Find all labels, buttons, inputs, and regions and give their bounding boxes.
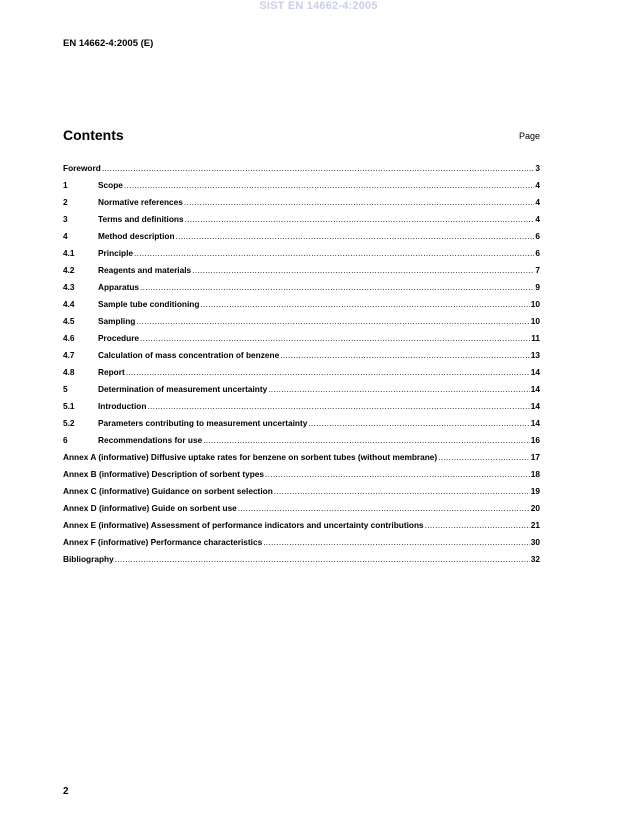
toc-entry-page: 3	[535, 163, 540, 173]
toc-entry-number: 4.5	[63, 316, 75, 326]
toc-entry[interactable]	[63, 537, 540, 554]
toc-dot-leader	[203, 435, 530, 445]
toc-dot-leader	[126, 367, 530, 377]
toc-entry-title: Determination of measurement uncertainty	[98, 384, 268, 394]
toc-entry-title: Annex E (informative) Assessment of performance indicators and uncertainty contributions	[63, 520, 424, 530]
toc-entry-title: Annex D (informative) Guide on sorbent use	[63, 503, 237, 513]
toc-entry-title: Principle	[98, 248, 134, 258]
toc-entry-page: 19	[530, 486, 540, 496]
toc-dot-leader	[102, 163, 535, 173]
toc-entry[interactable]	[63, 299, 540, 316]
toc-entry-title: Normative references	[98, 197, 183, 207]
watermark: SIST EN 14662-4:2005	[259, 0, 378, 12]
toc-entry-page: 20	[530, 503, 540, 513]
toc-entry-number: 4.3	[63, 282, 75, 292]
page-number: 2	[63, 786, 69, 797]
table-of-contents	[63, 163, 540, 571]
toc-dot-leader	[265, 469, 530, 479]
toc-entry-number: 3	[63, 214, 68, 224]
toc-entry[interactable]	[63, 350, 540, 367]
toc-dot-leader	[184, 197, 535, 207]
toc-dot-leader	[124, 180, 534, 190]
toc-entry[interactable]	[63, 163, 540, 180]
toc-entry[interactable]	[63, 316, 540, 333]
toc-entry-page: 18	[530, 469, 540, 479]
toc-entry[interactable]	[63, 384, 540, 401]
page-column-label: Page	[518, 131, 540, 141]
toc-dot-leader	[115, 554, 530, 564]
toc-dot-leader	[140, 282, 534, 292]
toc-entry-page: 6	[535, 231, 540, 241]
toc-entry-page: 32	[530, 554, 540, 564]
toc-dot-leader	[140, 333, 530, 343]
toc-entry-title: Annex B (informative) Description of sorbent types	[63, 469, 264, 479]
toc-entry-title: Apparatus	[98, 282, 140, 292]
toc-dot-leader	[134, 248, 534, 258]
toc-entry[interactable]	[63, 486, 540, 503]
toc-entry-title: Annex A (informative) Diffusive uptake rates for benzene on sorbent tubes (without membrane)	[63, 452, 438, 462]
toc-entry-title: Sampling	[98, 316, 136, 326]
toc-dot-leader	[238, 503, 530, 513]
toc-entry[interactable]	[63, 367, 540, 384]
toc-entry[interactable]	[63, 180, 540, 197]
toc-entry[interactable]	[63, 333, 540, 350]
toc-entry-page: 4	[535, 214, 540, 224]
toc-dot-leader	[438, 452, 530, 462]
toc-dot-leader	[176, 231, 535, 241]
toc-entry-title: Foreword	[63, 163, 101, 173]
toc-entry-title: Bibliography	[63, 554, 114, 564]
toc-entry-title: Sample tube conditioning	[98, 299, 200, 309]
toc-entry-page: 9	[535, 282, 540, 292]
contents-title: Contents	[63, 127, 124, 143]
toc-entry[interactable]	[63, 520, 540, 537]
toc-dot-leader	[280, 350, 530, 360]
toc-entry-number: 5.1	[63, 401, 75, 411]
toc-entry-page: 7	[535, 265, 540, 275]
toc-entry-page: 16	[530, 435, 540, 445]
toc-dot-leader	[147, 401, 529, 411]
toc-entry-number: 4	[63, 231, 68, 241]
toc-entry-page: 14	[530, 401, 540, 411]
toc-entry-page: 4	[535, 197, 540, 207]
toc-entry-number: 5	[63, 384, 68, 394]
toc-entry-page: 11	[531, 333, 540, 343]
toc-entry-title: Scope	[98, 180, 123, 190]
toc-entry-page: 21	[530, 520, 540, 530]
toc-entry[interactable]	[63, 418, 540, 435]
toc-entry-title: Recommendations for use	[98, 435, 203, 445]
toc-entry-page: 14	[530, 418, 540, 428]
toc-dot-leader	[192, 265, 534, 275]
toc-entry-page: 4	[535, 180, 540, 190]
toc-entry-number: 4.6	[63, 333, 75, 343]
toc-entry-title: Procedure	[98, 333, 140, 343]
toc-entry-page: 6	[535, 248, 540, 258]
toc-entry[interactable]	[63, 435, 540, 452]
toc-entry-number: 4.1	[63, 248, 75, 258]
toc-entry-title: Calculation of mass concentration of benzene	[98, 350, 280, 360]
toc-entry-title: Terms and definitions	[98, 214, 184, 224]
toc-entry[interactable]	[63, 452, 540, 469]
toc-entry[interactable]	[63, 503, 540, 520]
toc-entry[interactable]	[63, 469, 540, 486]
toc-entry-number: 2	[63, 197, 68, 207]
toc-entry[interactable]	[63, 197, 540, 214]
toc-entry-number: 5.2	[63, 418, 75, 428]
toc-entry[interactable]	[63, 231, 540, 248]
toc-entry-page: 14	[530, 367, 540, 377]
toc-entry-number: 6	[63, 435, 68, 445]
toc-entry-number: 4.4	[63, 299, 75, 309]
toc-entry-title: Method description	[98, 231, 175, 241]
toc-entry-title: Annex C (informative) Guidance on sorbent selection	[63, 486, 273, 496]
toc-dot-leader	[425, 520, 530, 530]
toc-dot-leader	[263, 537, 530, 547]
toc-entry-page: 14	[530, 384, 540, 394]
toc-entry-page: 13	[530, 350, 540, 360]
toc-entry[interactable]	[63, 554, 540, 571]
toc-entry-title: Introduction	[98, 401, 147, 411]
toc-entry-page: 10	[530, 316, 540, 326]
toc-entry-page: 10	[530, 299, 540, 309]
toc-entry[interactable]	[63, 214, 540, 231]
toc-entry[interactable]	[63, 248, 540, 265]
toc-dot-leader	[268, 384, 530, 394]
toc-dot-leader	[308, 418, 529, 428]
toc-entry-page: 17	[530, 452, 540, 462]
toc-entry[interactable]	[63, 282, 540, 299]
toc-entry-title: Annex F (informative) Performance characteristics	[63, 537, 263, 547]
toc-entry-title: Reagents and materials	[98, 265, 192, 275]
toc-entry-title: Report	[98, 367, 125, 377]
toc-entry[interactable]	[63, 265, 540, 282]
toc-dot-leader	[185, 214, 535, 224]
toc-dot-leader	[136, 316, 529, 326]
toc-entry-number: 4.2	[63, 265, 75, 275]
toc-entry-page: 30	[530, 537, 540, 547]
toc-entry-number: 1	[63, 180, 68, 190]
toc-dot-leader	[200, 299, 529, 309]
toc-entry-number: 4.7	[63, 350, 75, 360]
toc-entry-title: Parameters contributing to measurement uncertainty	[98, 418, 308, 428]
toc-entry-number: 4.8	[63, 367, 75, 377]
document-id-header: EN 14662-4:2005 (E)	[63, 38, 154, 49]
toc-dot-leader	[274, 486, 530, 496]
toc-entry[interactable]	[63, 401, 540, 418]
